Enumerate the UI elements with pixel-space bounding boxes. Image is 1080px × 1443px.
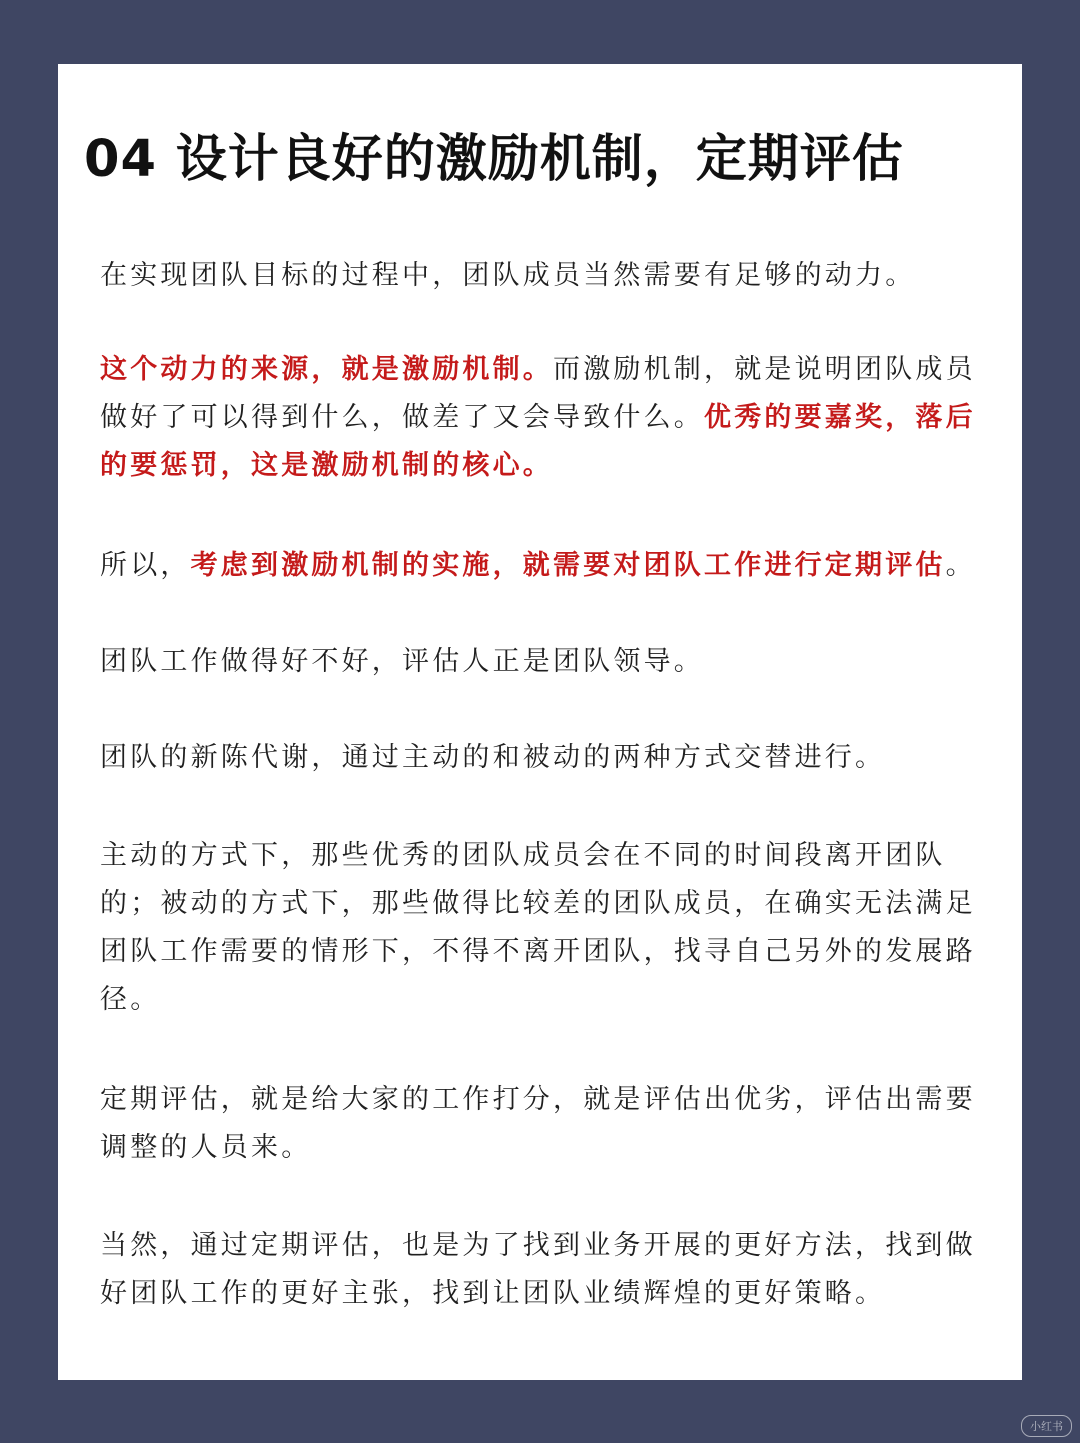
paragraph-2	[100, 346, 1000, 490]
body-text: 。	[945, 550, 976, 581]
highlight-text: 考虑到激励机制的实施，就需要对团队工作进行定期评估	[190, 550, 946, 581]
paragraph-5: 团队的新陈代谢，通过主动的和被动的两种方式交替进行。	[100, 742, 886, 773]
paragraph-3	[100, 542, 1020, 590]
body-text: 而激励机制，就是说明团队成员做好了可以得到什么，做差了又会导致什么。	[100, 354, 976, 433]
paragraph-8: 当然，通过定期评估，也是为了找到业务开展的更好方法，找到做好团队工作的更好主张，找到让团队业绩辉煌的更好策略。	[100, 1230, 976, 1309]
article-card	[58, 64, 1022, 1380]
paragraph-4: 团队工作做得好不好，评估人正是团队领导。	[100, 646, 704, 677]
paragraph-1: 在实现团队目标的过程中，团队成员当然需要有足够的动力。	[100, 260, 916, 291]
paragraph-7: 定期评估，就是给大家的工作打分，就是评估出优劣，评估出需要调整的人员来。	[100, 1084, 976, 1163]
watermark-logo: 小红书	[1021, 1415, 1072, 1437]
article-title: 04 设计良好的激励机制，定期评估	[84, 130, 904, 189]
paragraph-6: 主动的方式下，那些优秀的团队成员会在不同的时间段离开团队的；被动的方式下，那些做得比较差的团队成员，在确实无法满足团队工作需要的情形下，不得不离开团队，找寻自己另外的发展路径。	[100, 840, 976, 1015]
body-text: 所以，	[100, 550, 191, 581]
highlight-text: 优秀的要嘉奖，落后的要惩罚，这是激励机制的核心。	[100, 402, 976, 481]
highlight-text: 这个动力的来源，就是激励机制。	[100, 354, 553, 385]
